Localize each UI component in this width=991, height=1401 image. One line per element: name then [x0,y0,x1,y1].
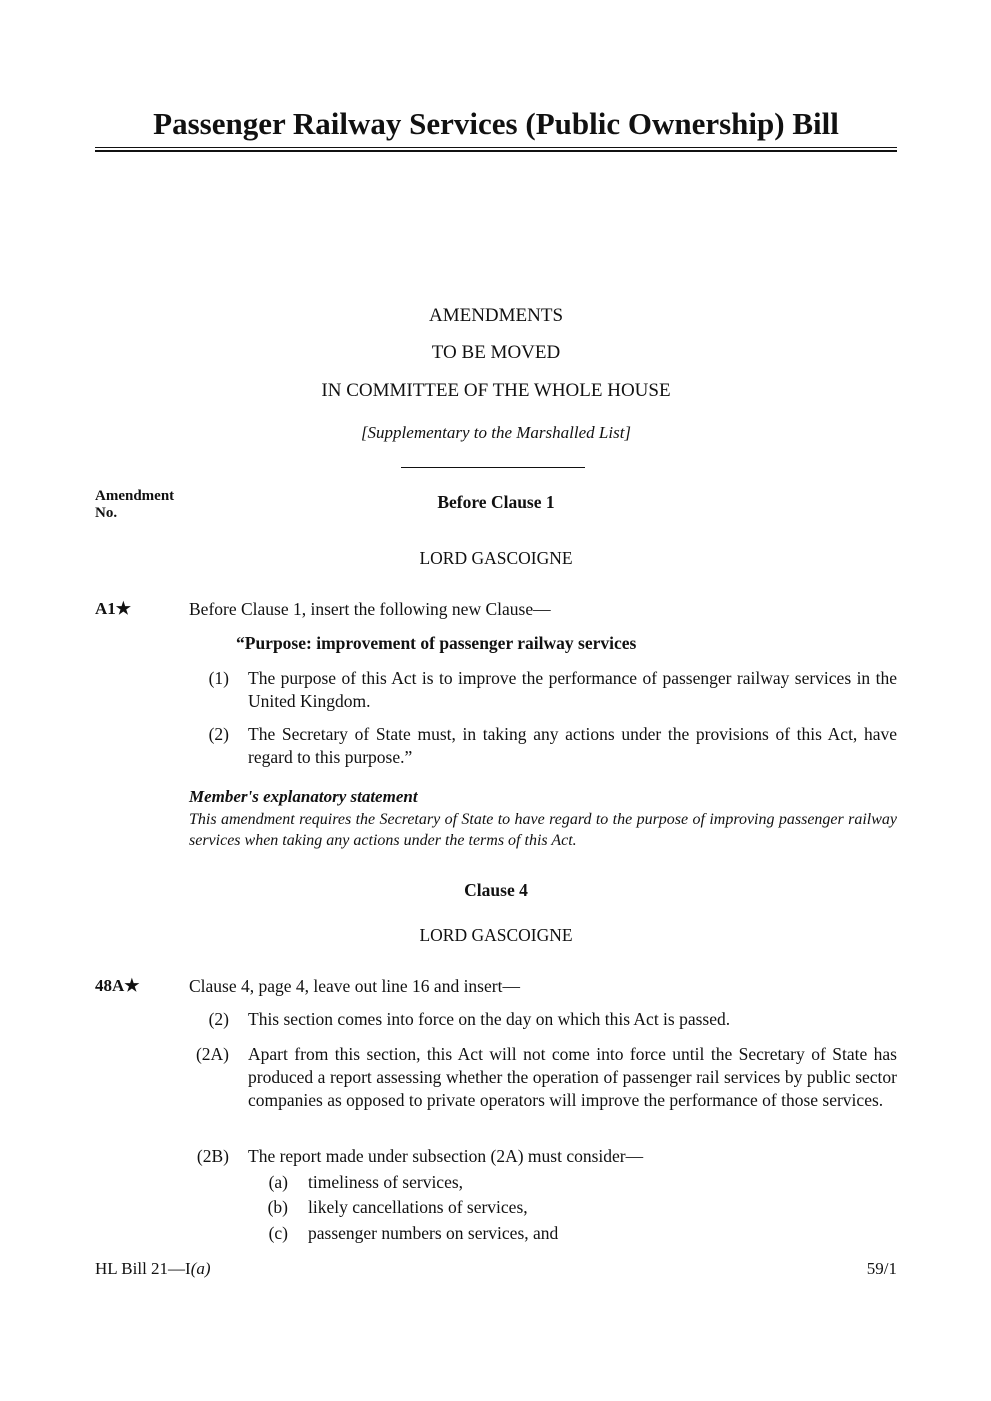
title-rule-thick [95,150,897,152]
subparagraph-number: (c) [268,1223,288,1243]
48a-paragraph-2b [189,1145,897,1168]
paragraph-number: (1) [208,668,229,688]
paragraph-text: The Secretary of State must, in taking any actions under the provisions of this Act, have regard to this purpose.” [248,724,897,767]
paragraph-number: (2B) [196,1146,229,1166]
header-divider [401,467,585,468]
paragraph-text: The report made under subsection (2A) must consider— [248,1146,644,1166]
header-line-committee: IN COMMITTEE OF THE WHOLE HOUSE [321,380,671,401]
amendment-number: 48A [95,976,125,995]
explanatory-statement-title: Member's explanatory statement [189,787,418,806]
subparagraph-text: likely cancellations of services, [308,1197,528,1217]
amendment-a1-intro: Before Clause 1, insert the following new Clause— [189,599,551,619]
explanatory-statement-text: This amendment requires the Secretary of State to have regard to the purpose of improving passenger railway services when taking any actions under the terms of this Act. [189,811,897,849]
bill-ref-suffix: (a) [190,1259,211,1278]
section-heading-before-clause-1: Before Clause 1 [437,492,555,512]
amendment-48a-intro: Clause 4, page 4, leave out line 16 and insert— [189,976,520,996]
amendment-number-48a [95,976,140,996]
amendment-number-a1 [95,599,131,619]
paragraph-number: (2) [208,1009,229,1029]
bill-ref-prefix: HL Bill 21—I [95,1259,191,1278]
amendment-number: A1 [95,599,116,618]
header-line-amendments: AMENDMENTS [428,305,564,326]
page-reference: 59/1 [866,1259,897,1278]
section-heading-clause-4: Clause 4 [464,880,528,900]
paragraph-text: The purpose of this Act is to improve the performance of passenger railway services in the United Kingdom. [248,668,897,711]
member-name-2: LORD GASCOIGNE [419,925,573,945]
48a-subparagraph-c [248,1222,897,1245]
header-line-to-be-moved: TO BE MOVED [431,342,561,363]
48a-paragraph-2 [189,1008,897,1031]
title-rule-thin [95,147,897,148]
new-clause-title: “Purpose: improvement of passenger railway services [236,633,637,653]
a1-paragraph-2 [189,723,897,769]
star-icon: ★ [124,976,140,995]
subparagraph-text: passenger numbers on services, and [308,1223,559,1243]
amendment-label-line2: No. [95,505,118,521]
paragraph-text: This section comes into force on the day on which this Act is passed. [248,1009,731,1029]
subparagraph-number: (a) [268,1172,288,1192]
bill-reference [95,1259,211,1279]
48a-subparagraph-b [248,1196,897,1219]
bill-title: Passenger Railway Services (Public Ownership) Bill [153,106,839,141]
a1-paragraph-1 [189,667,897,713]
paragraph-number: (2A) [195,1044,229,1064]
48a-paragraph-2a [189,1043,897,1112]
paragraph-number: (2) [208,724,229,744]
subparagraph-number: (b) [267,1197,288,1217]
supplementary-note: [Supplementary to the Marshalled List] [360,423,632,442]
paragraph-text: Apart from this section, this Act will not come into force until the Secretary of State has produced a report assessing whether the operation of passenger rail services by public sector companies as opposed to private operators will improve the performance of those services. [248,1044,897,1110]
subparagraph-text: timeliness of services, [308,1172,464,1192]
48a-subparagraph-a [248,1171,897,1194]
member-name-1: LORD GASCOIGNE [419,548,573,568]
amendment-label-line1: Amendment [95,488,175,504]
star-icon: ★ [115,599,132,618]
